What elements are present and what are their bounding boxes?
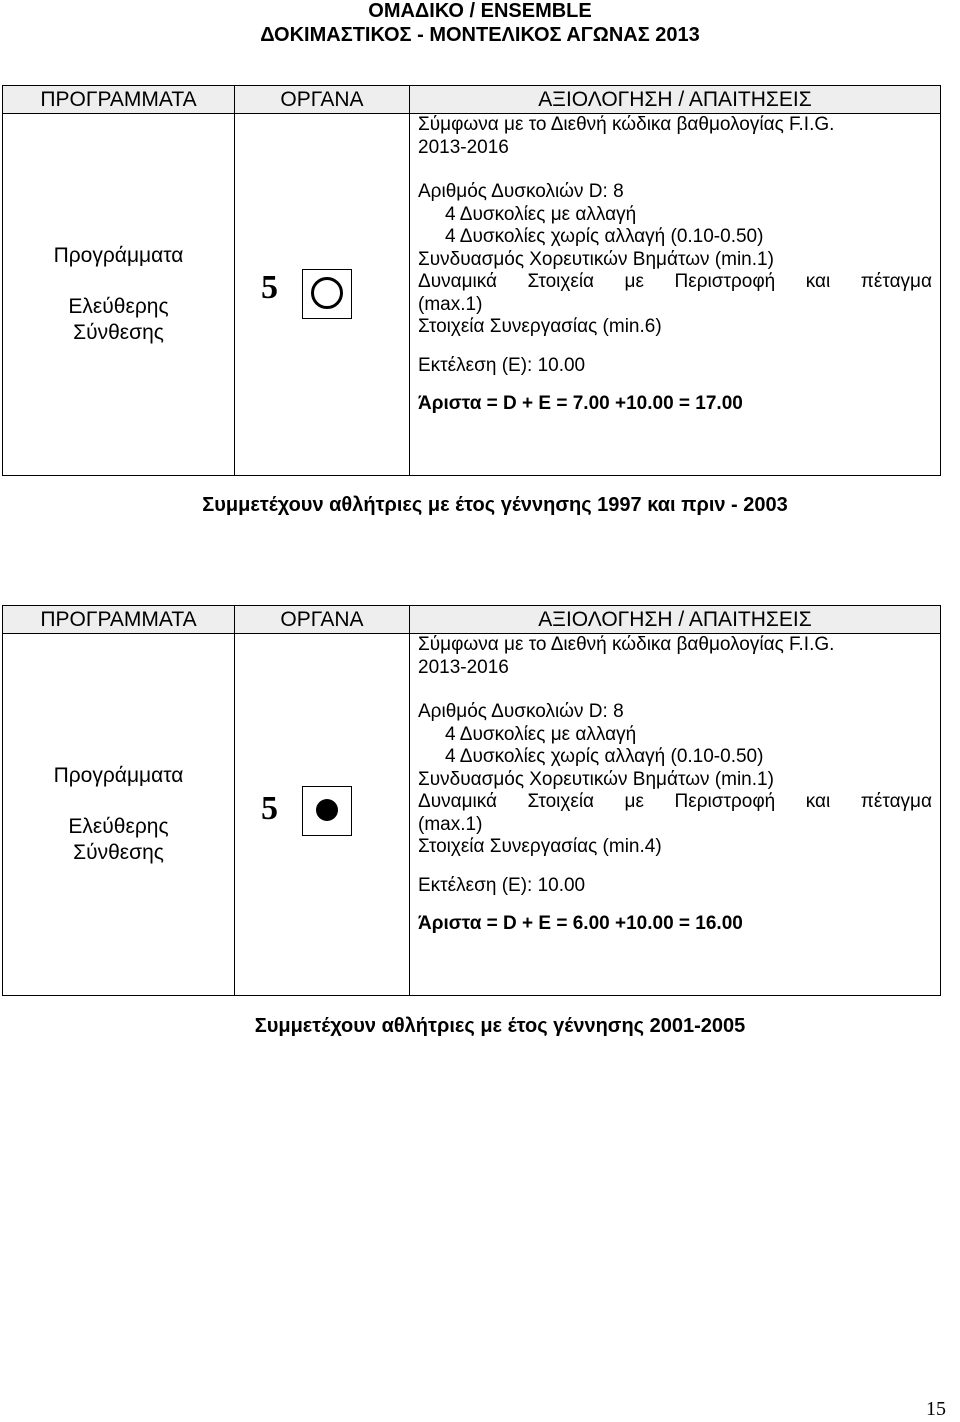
- apparatus-cell: [235, 114, 410, 476]
- collaboration-text: Στοιχεία Συνεργασίας (min.6): [418, 316, 662, 337]
- execution-text: Εκτέλεση (Ε): 10.00: [418, 874, 586, 896]
- dynamic-elements-text: Δυναμικά Στοιχεία με Περιστροφή και πέταγμα: [418, 791, 932, 812]
- difficulties-count: Αριθμός Δυσκολιών D: 8: [418, 181, 624, 202]
- participation-note: Συμμετέχουν αθλήτριες με έτος γέννησης 2001-2005: [254, 1015, 746, 1037]
- dynamic-elements-max: (max.1): [418, 813, 483, 835]
- column-header-requirements: ΑΞΙΟΛΟΓΗΣΗ / ΑΠΑΙΤΗΣΕΙΣ: [410, 86, 941, 114]
- dynamic-elements-text: Δυναμικά Στοιχεία με Περιστροφή και πέταγμα: [418, 271, 932, 292]
- max-score-text: Άριστα = D + E = 7.00 +10.00 = 17.00: [418, 393, 743, 414]
- program-name-cell: [3, 634, 235, 996]
- requirements-cell: [410, 634, 941, 996]
- program-name-cell: [3, 114, 235, 476]
- difficulties-without-exchange: 4 Δυσκολίες χωρίς αλλαγή (0.10-0.50): [445, 746, 764, 767]
- fig-code-text: Σύμφωνα με το Διεθνή κώδικα βαθμολογίας F.I.G.: [418, 634, 835, 655]
- gymnast-count: 5: [261, 790, 278, 827]
- column-header-programs: ΠΡΟΓΡΑΜΜΑΤΑ: [3, 606, 235, 634]
- fig-years-text: 2013-2016: [418, 136, 509, 158]
- difficulties-count: Αριθμός Δυσκολιών D: 8: [418, 701, 624, 722]
- document-subtitle: ΔΟΚΙΜΑΣΤΙΚΟΣ - ΜΟΝΤΕΛΙΚΟΣ ΑΓΩΝΑΣ 2013: [260, 24, 700, 46]
- participation-note: Συμμετέχουν αθλήτριες με έτος γέννησης 1997 και πριν - 2003: [202, 494, 788, 516]
- requirements-cell: [410, 114, 941, 476]
- fig-code-text: Σύμφωνα με το Διεθνή κώδικα βαθμολογίας F.I.G.: [418, 114, 835, 135]
- program-name-line: Σύνθεσης: [73, 321, 164, 344]
- execution-text: Εκτέλεση (Ε): 10.00: [418, 354, 586, 376]
- page-number: 15: [926, 1398, 946, 1420]
- ball-icon: [302, 786, 352, 836]
- dynamic-elements-max: (max.1): [418, 293, 483, 315]
- column-header-requirements: ΑΞΙΟΛΟΓΗΣΗ / ΑΠΑΙΤΗΣΕΙΣ: [410, 606, 941, 634]
- program-table-1: [2, 85, 941, 476]
- column-header-apparatus: ΟΡΓΑΝΑ: [235, 606, 410, 634]
- dance-steps-text: Συνδυασμός Χορευτικών Βημάτων (min.1): [418, 768, 774, 790]
- hoop-icon: [302, 269, 352, 319]
- difficulties-with-exchange: 4 Δυσκολίες με αλλαγή: [445, 203, 637, 225]
- collaboration-text: Στοιχεία Συνεργασίας (min.4): [418, 836, 662, 857]
- fig-years-text: 2013-2016: [418, 656, 509, 678]
- program-name-line: Ελεύθερης: [68, 295, 169, 318]
- column-header-apparatus: ΟΡΓΑΝΑ: [235, 86, 410, 114]
- column-header-programs: ΠΡΟΓΡΑΜΜΑΤΑ: [3, 86, 235, 114]
- max-score-text: Άριστα = D + E = 6.00 +10.00 = 16.00: [418, 913, 743, 934]
- program-name-line: Ελεύθερης: [68, 815, 169, 838]
- difficulties-without-exchange: 4 Δυσκολίες χωρίς αλλαγή (0.10-0.50): [445, 226, 764, 247]
- dance-steps-text: Συνδυασμός Χορευτικών Βημάτων (min.1): [418, 248, 774, 270]
- program-table-2: [2, 605, 941, 996]
- difficulties-with-exchange: 4 Δυσκολίες με αλλαγή: [445, 723, 637, 745]
- program-name-line: Προγράμματα: [53, 244, 184, 267]
- gymnast-count: 5: [261, 269, 278, 306]
- program-name-line: Προγράμματα: [53, 764, 184, 787]
- apparatus-cell: [235, 634, 410, 996]
- document-title: ΟΜΑΔΙΚΟ / ENSEMBLE: [368, 0, 592, 22]
- program-name-line: Σύνθεσης: [73, 841, 164, 864]
